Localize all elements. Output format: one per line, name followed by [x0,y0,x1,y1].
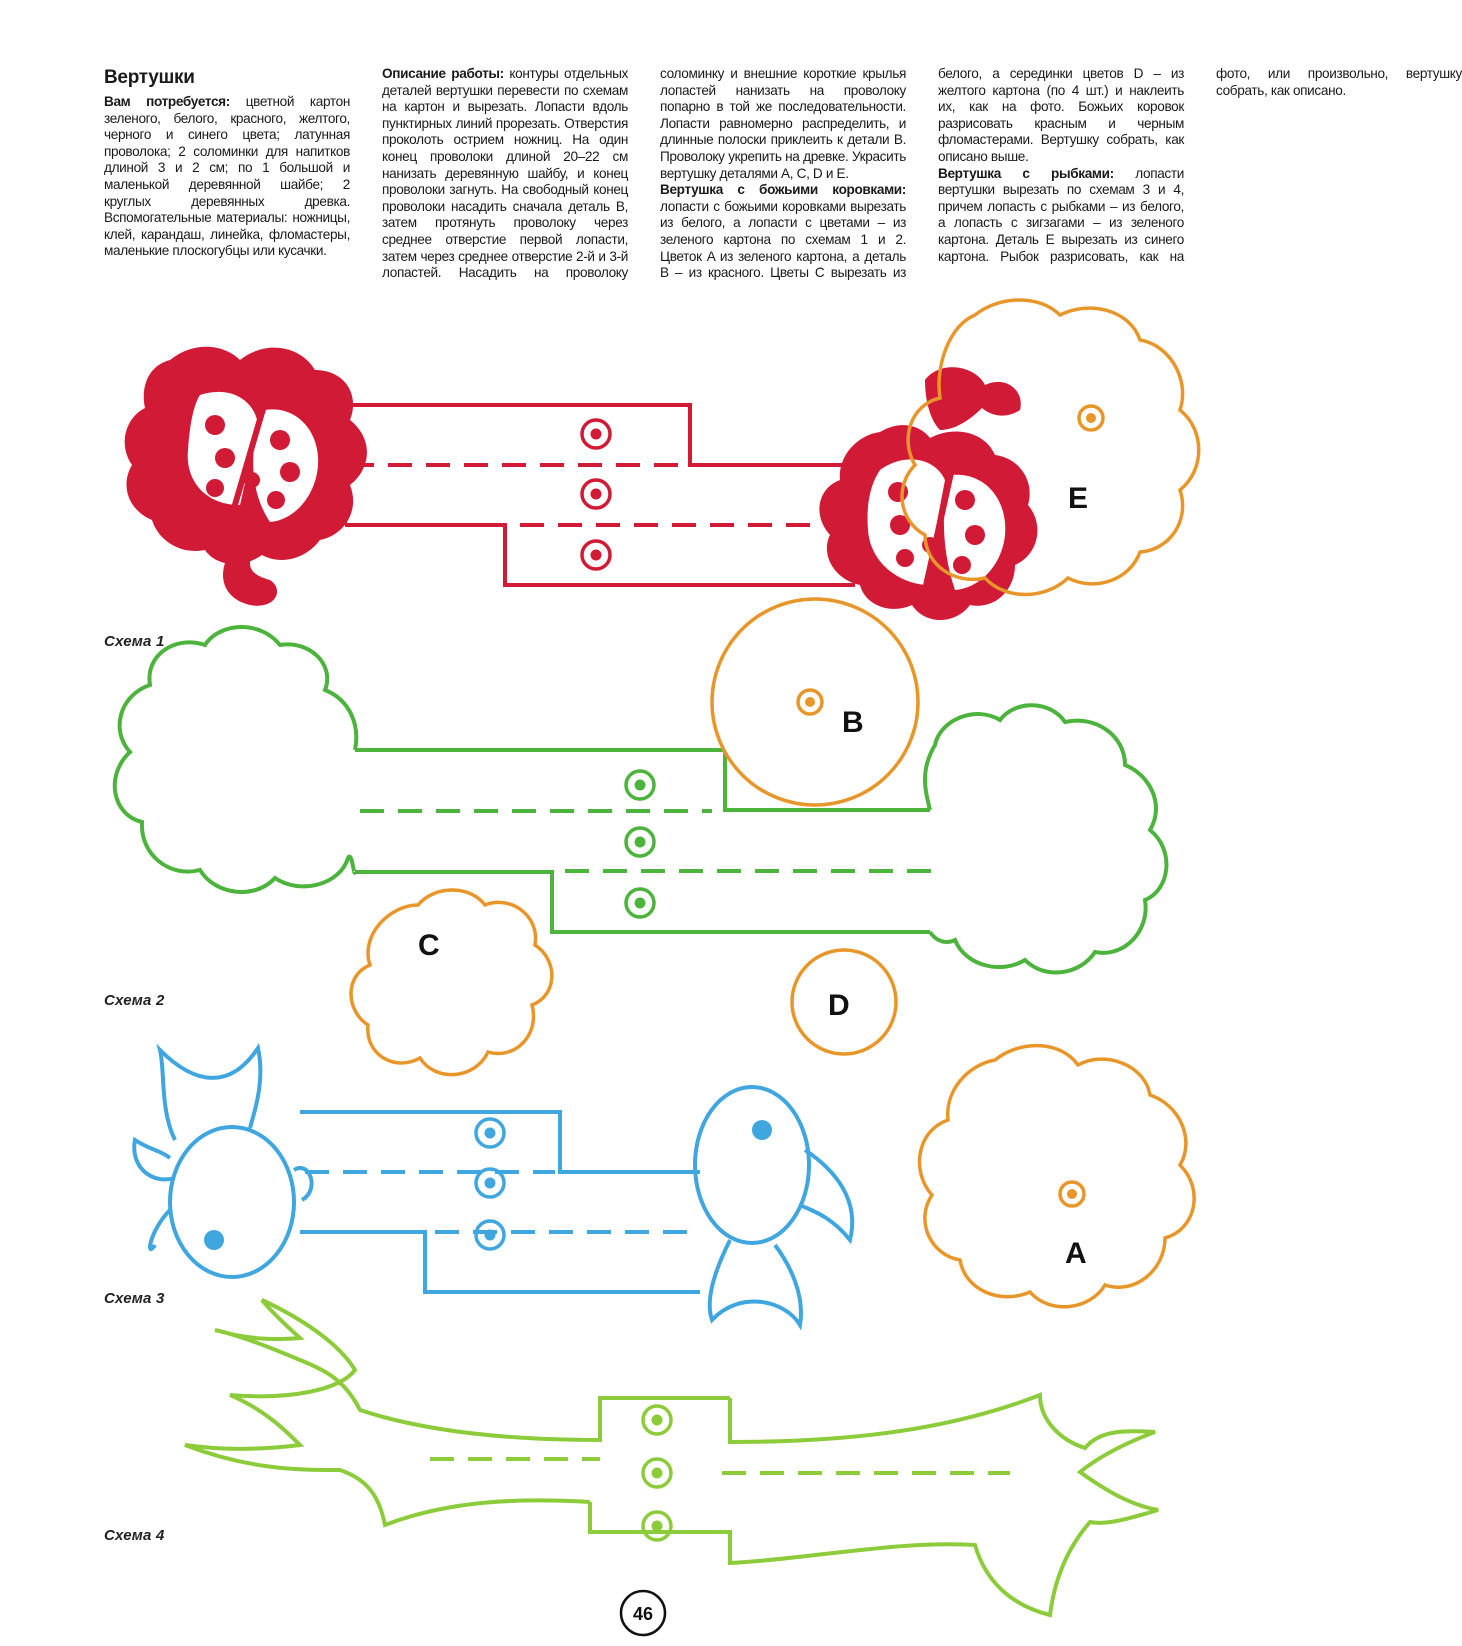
caption-scheme-2: Схема 2 [104,992,165,1009]
page-number: 46 [632,1604,654,1624]
scheme-3-hole-2 [476,1169,504,1197]
scheme-3-hole-3 [476,1221,504,1249]
scheme-2-hole-2 [626,828,654,856]
caption-scheme-1: Схема 1 [104,633,165,650]
part-c-flower [351,890,552,1075]
work-label: Описание работы: [382,66,504,81]
scheme-3-blade-outline [300,1112,700,1292]
scheme-2-flower-blade [115,627,1167,972]
scheme-4-blade-outline [590,1395,1158,1615]
scheme-4-hole-2 [643,1459,671,1487]
part-b-circle [712,599,918,805]
scheme-2-hole-1 [626,771,654,799]
fish-text: лопасти вертушки вырезать по схемам 3 и 4, причем лопасть с рыбками – из белого, а лопасть с зигзагами – из зеленого картона. Деталь E вырезать из синего картона. Рыбок разрисовать, как на фото, или произвольно, вертушку собрать, как описано. [938,66,1462,264]
caption-scheme-4: Схема 4 [104,1527,165,1544]
needed-text: цветной картон зеленого, белого, красного, желтого, черного и синего цвета; латунная проволока; 2 соломинки для напитков длиной 3 и 2 см; по 1 большой и маленькой деревянной шайбе; 2 круглых деревянных древка. Вспомогательные материалы: ножницы, клей, карандаш, линейка, фломастеры, маленькие плоскогубцы или кусачки. [104,94,350,259]
part-d-label: D [828,989,850,1022]
part-e-label: E [1068,482,1089,515]
fish-label: Вертушка с рыбками: [938,165,1114,181]
ladybug-left [125,347,367,606]
scheme-1-hole-1 [582,420,610,448]
part-e-hole [1079,406,1103,430]
scheme-4-cut-lines [430,1459,1010,1473]
article-title: Вертушки [104,67,195,88]
fish-right-eye [752,1120,772,1140]
needed-label: Вам потребуется: [104,94,230,109]
part-a-flower [919,1046,1194,1307]
fish-left-eye [204,1230,224,1250]
scheme-4-zigzag-blade [185,1300,1158,1615]
caption-scheme-3: Схема 3 [104,1290,165,1307]
scheme-1-hole-3 [582,541,610,569]
scheme-3-hole-1 [476,1119,504,1147]
scheme-1-hole-2 [582,480,610,508]
scheme-4-hole-3 [643,1512,671,1540]
scheme-4-hole-1 [643,1406,671,1434]
scheme-1-ladybug-blade [125,300,1199,620]
part-a-label: A [1065,1237,1087,1270]
ladybug-right [819,367,1037,620]
part-c-label: C [418,929,440,962]
scheme-2-cut-lines [360,811,940,871]
scheme-3-fish-blade [134,1048,852,1325]
work-text: контуры отдельных деталей вертушки перевести по схемам на картон и вырезать. Лопасти вдоль пунктирных линий прорезать. Отверстия проколоть острием ножниц. На один конец проволоки длиной 20–22 см нанизать деревянную шайбу, и конец проволоки загнуть. На свободный конец проволоки насадить сначала деталь B, затем протянуть проволоку через среднее отверстие первой лопасти, затем через среднее отверстие 2-й и 3-й лопастей. Насадить на проволоку соломинку и внешние короткие крылья лопастей нанизать на проволоку попарно в той же последовательности. Лопасти равномерно распределить, и длинные полоски приклеить к детали B. Проволоку укрепить на древке. Украсить вертушку деталями A, C, D и E. [382,66,906,281]
part-a-hole [1060,1182,1084,1206]
ladybug-text: лопасти с божьими коровками вырезать из белого, а лопасти с цветами – из зеленого картона по схемам 1 и 2. Цветок A из зеленого картона, а деталь B – из красного. Цветы C вырезать из белого, а серединки цветов D – из желтого картона (по 4 шт.) и наклеить их, как на фото. Божьих коровок разрисовать красным и черным фломастерами. Вертушку собрать, как описано выше. [660,66,1184,281]
fish-right [695,1087,852,1325]
part-b-label: B [842,706,864,739]
ladybug-label: Вертушка с божьими коровками: [660,182,906,198]
page-number-badge [621,1591,665,1635]
scheme-2-hole-3 [626,889,654,917]
part-d-circle [792,950,896,1054]
